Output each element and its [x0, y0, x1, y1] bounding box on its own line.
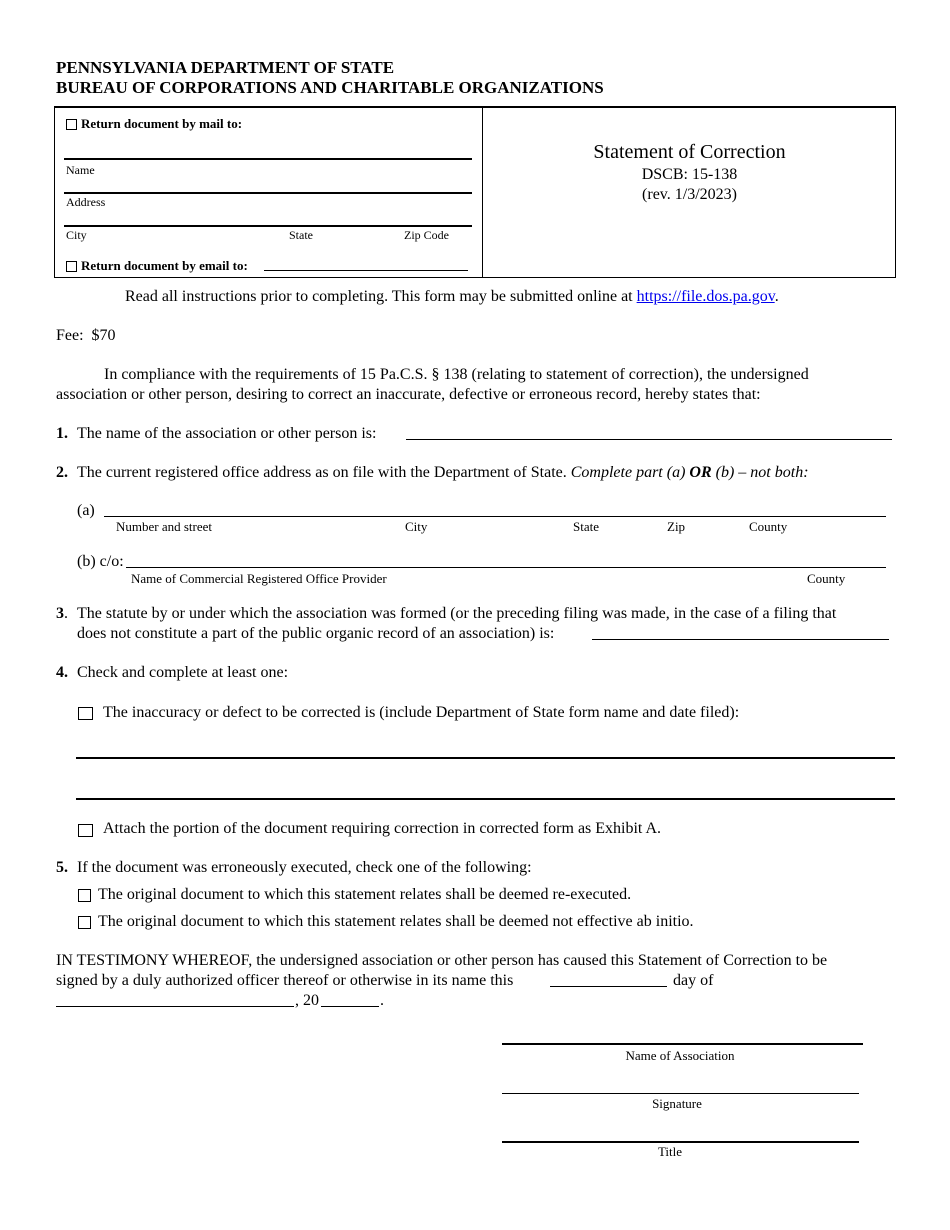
state-field-label: State	[573, 519, 599, 534]
form-title: Statement of Correction	[593, 141, 786, 163]
reexecuted-checkbox[interactable]	[78, 889, 91, 902]
email-checkbox[interactable]	[66, 261, 77, 272]
item4-opt2: Attach the portion of the document requiring correction in corrected form as Exhibit A.	[103, 820, 662, 837]
testimony-line2a: signed by a duly authorized officer thereof or otherwise in its name this	[56, 972, 514, 989]
item5-text: If the document was erroneously executed, check one of the following:	[77, 859, 532, 876]
item2-number: 2.	[56, 464, 68, 481]
item2-instr-b: (b) – not both:	[711, 464, 809, 481]
instructions-end: .	[774, 288, 779, 305]
item3-number	[56, 604, 68, 624]
item2-text	[77, 463, 809, 483]
item5-opt2: The original document to which this statement relates shall be deemed not effective ab initio.	[98, 913, 694, 930]
county-field-label: County	[749, 519, 788, 534]
association-name-line[interactable]	[406, 439, 892, 440]
item2-a-label: (a)	[77, 502, 95, 519]
testimony-line1: IN TESTIMONY WHEREOF, the undersigned association or other person has caused this Statement of Correction to be	[56, 952, 828, 969]
item5-opt1: The original document to which this statement relates shall be deemed re-executed.	[98, 886, 632, 903]
city-state-zip-line[interactable]	[64, 225, 472, 227]
item2-main-text: The current registered office address as on file with the Department of State.	[77, 464, 571, 481]
street-label: Number and street	[116, 519, 213, 534]
month-line[interactable]	[56, 1006, 294, 1007]
association-signature-line[interactable]	[502, 1043, 863, 1045]
mail-label: Return document by mail to:	[81, 116, 243, 131]
item3-num: 3	[56, 605, 64, 622]
name-line[interactable]	[64, 158, 472, 160]
instructions	[125, 287, 779, 307]
city-label: City	[66, 228, 87, 242]
instructions-text: Read all instructions prior to completing. This form may be submitted online at	[125, 288, 637, 305]
testimony-year-prefix: , 20	[295, 992, 319, 1009]
email-label: Return document by email to:	[81, 258, 248, 273]
item3-line1: The statute by or under which the association was formed (or the preceding filing was made, in the case of a filing that	[77, 605, 837, 622]
inaccuracy-line-2[interactable]	[76, 798, 895, 800]
statute-line[interactable]	[592, 639, 889, 640]
form-code: DSCB: 15-138	[641, 166, 738, 183]
item4-text: Check and complete at least one:	[77, 664, 289, 681]
provider-label: Name of Commercial Registered Office Provider	[131, 571, 387, 586]
item3-line2: does not constitute a part of the public organic record of an association) is:	[77, 625, 555, 642]
mail-checkbox[interactable]	[66, 119, 77, 130]
state-label: State	[289, 228, 313, 242]
day-line[interactable]	[550, 986, 667, 987]
signature-line[interactable]	[502, 1093, 859, 1094]
zip-label: Zip Code	[404, 228, 449, 242]
inaccuracy-line-1[interactable]	[76, 757, 895, 759]
year-line[interactable]	[321, 1006, 379, 1007]
name-label: Name	[66, 163, 95, 177]
commercial-provider-line[interactable]	[126, 567, 886, 568]
form-rev: (rev. 1/3/2023)	[642, 186, 737, 203]
email-line[interactable]	[264, 270, 468, 271]
header-bureau: BUREAU OF CORPORATIONS AND CHARITABLE ORGANIZATIONS	[56, 78, 604, 97]
intro-line1: In compliance with the requirements of 15 Pa.C.S. § 138 (relating to statement of correction), the undersigned	[104, 366, 809, 383]
item2-instr-or: OR	[689, 464, 712, 481]
item2-b-label: (b) c/o:	[77, 553, 124, 570]
city-field-label: City	[405, 519, 428, 534]
title-line[interactable]	[502, 1141, 859, 1143]
testimony-line2b: day of	[673, 972, 714, 989]
item4-number: 4.	[56, 664, 68, 681]
item2-instr-a: Complete part (a)	[570, 464, 690, 481]
item1-text: The name of the association or other person is:	[77, 425, 377, 442]
header-dept: PENNSYLVANIA DEPARTMENT OF STATE	[56, 58, 395, 77]
title-label: Title	[657, 1144, 683, 1159]
intro-line2: association or other person, desiring to correct an inaccurate, defective or erroneous record, hereby states that:	[56, 386, 761, 403]
item4-opt1: The inaccuracy or defect to be corrected is (include Department of State form name and date filed):	[103, 704, 740, 721]
signature-label: Signature	[652, 1096, 702, 1111]
item3-dot: .	[64, 605, 68, 622]
zip-field-label: Zip	[667, 519, 686, 534]
exhibit-checkbox[interactable]	[78, 824, 93, 837]
item5-number: 5.	[56, 859, 68, 876]
address-label: Address	[66, 195, 106, 209]
fee: Fee: $70	[56, 327, 116, 344]
provider-county-label: County	[807, 571, 846, 586]
testimony-end: .	[380, 992, 384, 1009]
not-effective-checkbox[interactable]	[78, 916, 91, 929]
assoc-label: Name of Association	[625, 1048, 735, 1063]
instructions-link[interactable]: https://file.dos.pa.gov	[636, 288, 775, 305]
address-line[interactable]	[64, 192, 472, 194]
registered-office-address-line[interactable]	[104, 516, 886, 517]
inaccuracy-checkbox[interactable]	[78, 707, 93, 720]
item1-number: 1.	[56, 425, 68, 442]
